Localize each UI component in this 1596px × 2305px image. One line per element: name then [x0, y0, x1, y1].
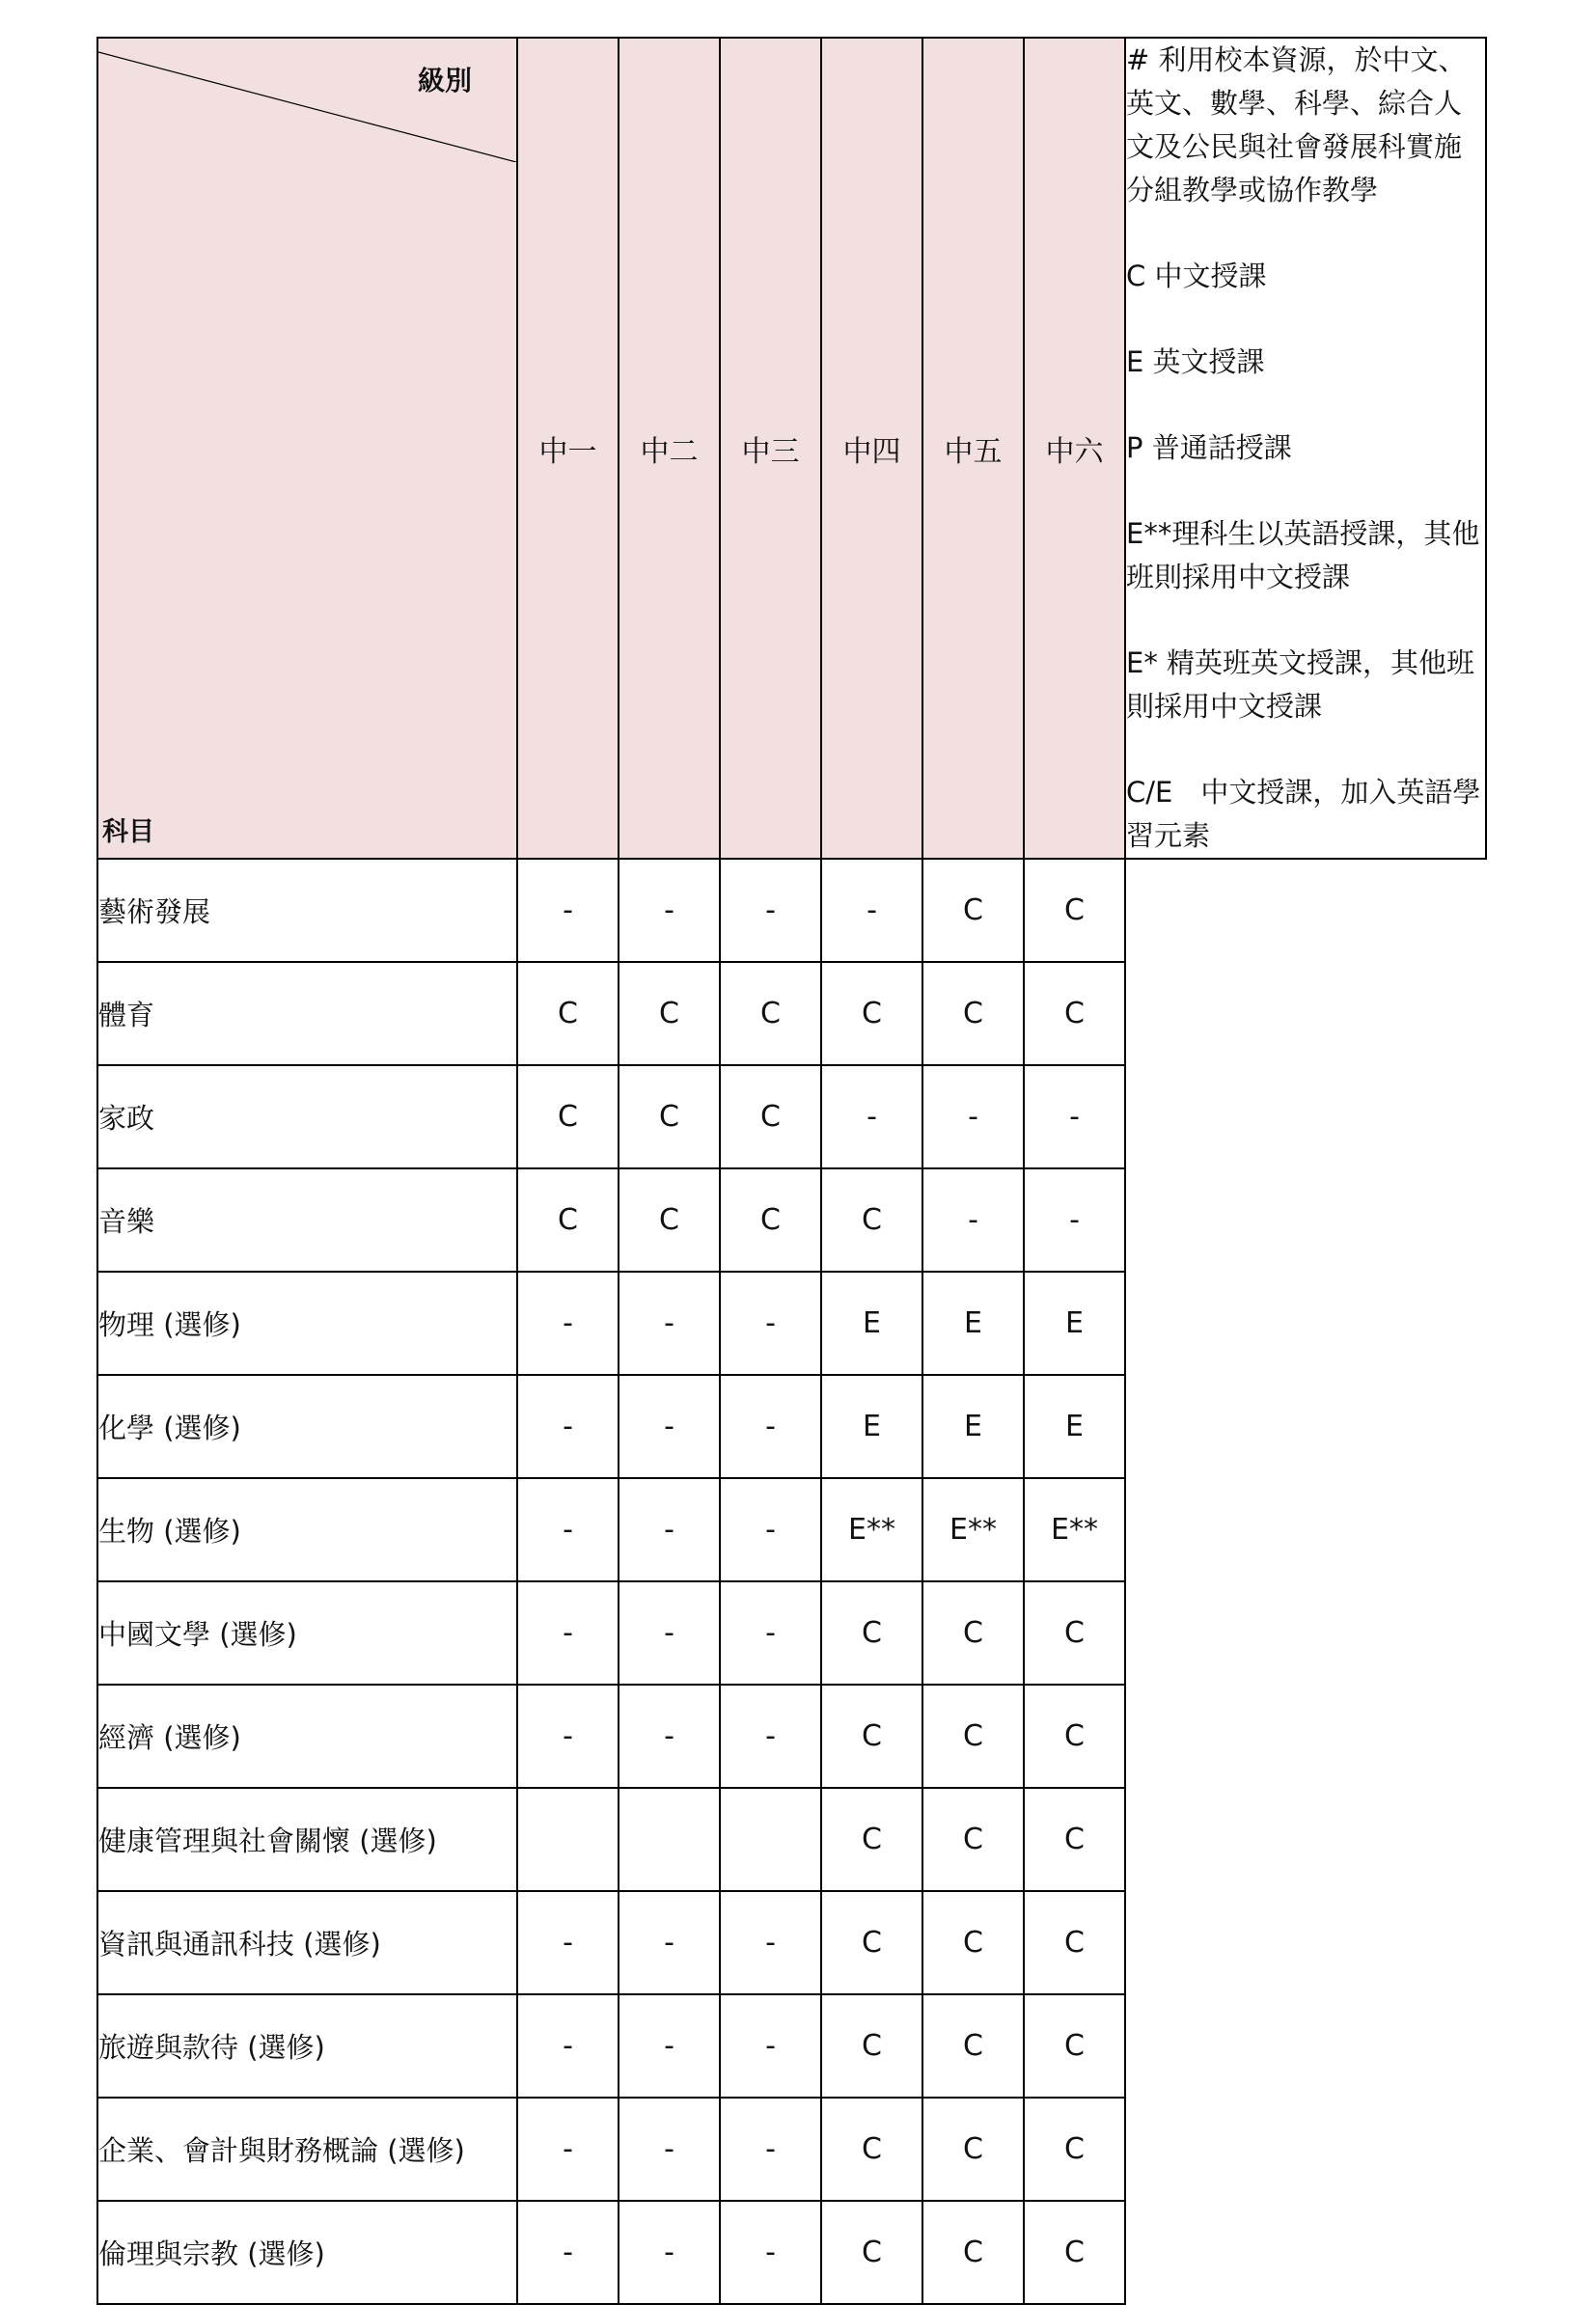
- subject-cell: 健康管理與社會關懷 (選修): [97, 1788, 517, 1891]
- instruction-value-cell: -: [517, 1375, 619, 1478]
- instruction-value-cell: -: [720, 2098, 821, 2201]
- instruction-value-cell: -: [517, 1891, 619, 1994]
- table-row: [97, 1065, 1486, 1168]
- instruction-value-cell: -: [720, 1478, 821, 1581]
- instruction-value-cell: E: [922, 1375, 1024, 1478]
- level-header-s2: 中二: [619, 38, 720, 859]
- table-row: [97, 1478, 1486, 1581]
- instruction-value-cell: E: [922, 1272, 1024, 1375]
- diagonal-header-cell: [97, 38, 517, 859]
- instruction-value-cell: C: [1024, 1581, 1125, 1685]
- instruction-value-cell: -: [619, 2098, 720, 2201]
- note-e-star: E* 精英班英文授課，其他班則採用中文授課: [1126, 646, 1475, 723]
- instruction-value-cell: -: [922, 1065, 1024, 1168]
- instruction-value-cell: E: [1024, 1272, 1125, 1375]
- table-row: [97, 2201, 1486, 2304]
- instruction-value-cell: -: [619, 1478, 720, 1581]
- level-header-s5: 中五: [922, 38, 1024, 859]
- header-row: [97, 38, 1486, 859]
- notes-legend-cell: [1125, 38, 1486, 859]
- note-c-e: C/E 中文授課，加入英語學習元素: [1126, 776, 1481, 852]
- instruction-value-cell: C: [1024, 1788, 1125, 1891]
- instruction-value-cell: C: [1024, 1891, 1125, 1994]
- subject-cell: 家政: [97, 1065, 517, 1168]
- subject-cell: 音樂: [97, 1168, 517, 1272]
- instruction-value-cell: C: [720, 1065, 821, 1168]
- table-row: [97, 1581, 1486, 1685]
- instruction-value-cell: -: [619, 1581, 720, 1685]
- instruction-value-cell: C: [922, 1685, 1024, 1788]
- table-row: [97, 1891, 1486, 1994]
- instruction-value-cell: -: [517, 1685, 619, 1788]
- instruction-value-cell: -: [720, 859, 821, 962]
- instruction-value-cell: -: [517, 859, 619, 962]
- instruction-value-cell: -: [517, 1994, 619, 2098]
- instruction-value-cell: C: [720, 1168, 821, 1272]
- instruction-value-cell: C: [922, 1994, 1024, 2098]
- table-row: [97, 859, 1486, 962]
- note-e: E 英文授課: [1126, 345, 1265, 378]
- instruction-value-cell: C: [821, 962, 922, 1065]
- level-header-s4: 中四: [821, 38, 922, 859]
- instruction-value-cell: C: [821, 2098, 922, 2201]
- instruction-value-cell: -: [922, 1168, 1024, 1272]
- instruction-value-cell: [517, 1788, 619, 1891]
- table-row: [97, 962, 1486, 1065]
- table-row: [97, 1375, 1486, 1478]
- subject-cell: 藝術發展: [97, 859, 517, 962]
- subject-cell: 體育: [97, 962, 517, 1065]
- medium-of-instruction-table-wrapper: [96, 37, 1487, 2305]
- instruction-value-cell: -: [619, 1891, 720, 1994]
- notes-legend: [1126, 39, 1485, 858]
- table-row: [97, 1788, 1486, 1891]
- instruction-value-cell: C: [821, 2201, 922, 2304]
- subject-cell: 倫理與宗教 (選修): [97, 2201, 517, 2304]
- subject-cell: 經濟 (選修): [97, 1685, 517, 1788]
- instruction-value-cell: C: [821, 1788, 922, 1891]
- instruction-value-cell: C: [619, 1168, 720, 1272]
- instruction-value-cell: -: [720, 1994, 821, 2098]
- instruction-value-cell: -: [517, 1272, 619, 1375]
- instruction-value-cell: -: [720, 1685, 821, 1788]
- subject-cell: 物理 (選修): [97, 1272, 517, 1375]
- instruction-value-cell: C: [922, 962, 1024, 1065]
- note-e-double-star: E**理科生以英語授課，其他班則採用中文授課: [1126, 517, 1480, 593]
- medium-of-instruction-table: [96, 37, 1487, 2305]
- instruction-value-cell: -: [619, 2201, 720, 2304]
- instruction-value-cell: E**: [1024, 1478, 1125, 1581]
- instruction-value-cell: E: [1024, 1375, 1125, 1478]
- instruction-value-cell: -: [720, 1375, 821, 1478]
- instruction-value-cell: -: [517, 1581, 619, 1685]
- instruction-value-cell: [619, 1788, 720, 1891]
- instruction-value-cell: -: [1024, 1168, 1125, 1272]
- note-grouping: # 利用校本資源，於中文、英文、數學、科學、綜合人文及公民與社會發展科實施分組教學或協作教學: [1126, 43, 1467, 206]
- instruction-value-cell: C: [1024, 2201, 1125, 2304]
- diagonal-line: [98, 39, 516, 162]
- instruction-value-cell: C: [1024, 2098, 1125, 2201]
- instruction-value-cell: C: [619, 962, 720, 1065]
- subject-cell: 旅遊與款待 (選修): [97, 1994, 517, 2098]
- table-row: [97, 1272, 1486, 1375]
- instruction-value-cell: -: [821, 1065, 922, 1168]
- instruction-value-cell: -: [517, 1478, 619, 1581]
- subject-cell: 資訊與通訊科技 (選修): [97, 1891, 517, 1994]
- instruction-value-cell: -: [720, 1272, 821, 1375]
- instruction-value-cell: C: [1024, 962, 1125, 1065]
- subject-label: 科目: [102, 817, 154, 847]
- table-row: [97, 2098, 1486, 2201]
- instruction-value-cell: C: [1024, 1685, 1125, 1788]
- instruction-value-cell: -: [517, 2098, 619, 2201]
- instruction-value-cell: C: [821, 1168, 922, 1272]
- instruction-value-cell: -: [619, 1994, 720, 2098]
- instruction-value-cell: E**: [821, 1478, 922, 1581]
- instruction-value-cell: C: [720, 962, 821, 1065]
- instruction-value-cell: C: [821, 1994, 922, 2098]
- table-row: [97, 1685, 1486, 1788]
- instruction-value-cell: C: [1024, 859, 1125, 962]
- instruction-value-cell: E**: [922, 1478, 1024, 1581]
- instruction-value-cell: C: [517, 962, 619, 1065]
- table-row: [97, 1168, 1486, 1272]
- instruction-value-cell: C: [619, 1065, 720, 1168]
- instruction-value-cell: C: [517, 1065, 619, 1168]
- instruction-value-cell: C: [821, 1581, 922, 1685]
- table-body: [97, 859, 1486, 2304]
- instruction-value-cell: C: [922, 1788, 1024, 1891]
- table-row: [97, 1994, 1486, 2098]
- instruction-value-cell: C: [922, 1581, 1024, 1685]
- level-label: 級別: [417, 65, 472, 96]
- instruction-value-cell: C: [922, 1891, 1024, 1994]
- instruction-value-cell: -: [720, 1891, 821, 1994]
- subject-cell: 生物 (選修): [97, 1478, 517, 1581]
- instruction-value-cell: E: [821, 1272, 922, 1375]
- instruction-value-cell: -: [517, 2201, 619, 2304]
- level-header-s3: 中三: [720, 38, 821, 859]
- instruction-value-cell: -: [821, 859, 922, 962]
- instruction-value-cell: C: [821, 1685, 922, 1788]
- instruction-value-cell: -: [720, 1581, 821, 1685]
- instruction-value-cell: -: [619, 1375, 720, 1478]
- instruction-value-cell: C: [517, 1168, 619, 1272]
- instruction-value-cell: C: [922, 2098, 1024, 2201]
- instruction-value-cell: -: [619, 859, 720, 962]
- instruction-value-cell: -: [619, 1685, 720, 1788]
- subject-cell: 企業、會計與財務概論 (選修): [97, 2098, 517, 2201]
- instruction-value-cell: -: [619, 1272, 720, 1375]
- instruction-value-cell: -: [1024, 1065, 1125, 1168]
- note-p: P 普通話授課: [1126, 431, 1292, 464]
- subject-cell: 中國文學 (選修): [97, 1581, 517, 1685]
- instruction-value-cell: -: [720, 2201, 821, 2304]
- instruction-value-cell: E: [821, 1375, 922, 1478]
- instruction-value-cell: C: [922, 2201, 1024, 2304]
- instruction-value-cell: C: [922, 859, 1024, 962]
- level-header-s1: 中一: [517, 38, 619, 859]
- instruction-value-cell: C: [821, 1891, 922, 1994]
- subject-cell: 化學 (選修): [97, 1375, 517, 1478]
- instruction-value-cell: [720, 1788, 821, 1891]
- instruction-value-cell: C: [1024, 1994, 1125, 2098]
- note-c: C 中文授課: [1126, 260, 1267, 292]
- level-header-s6: 中六: [1024, 38, 1125, 859]
